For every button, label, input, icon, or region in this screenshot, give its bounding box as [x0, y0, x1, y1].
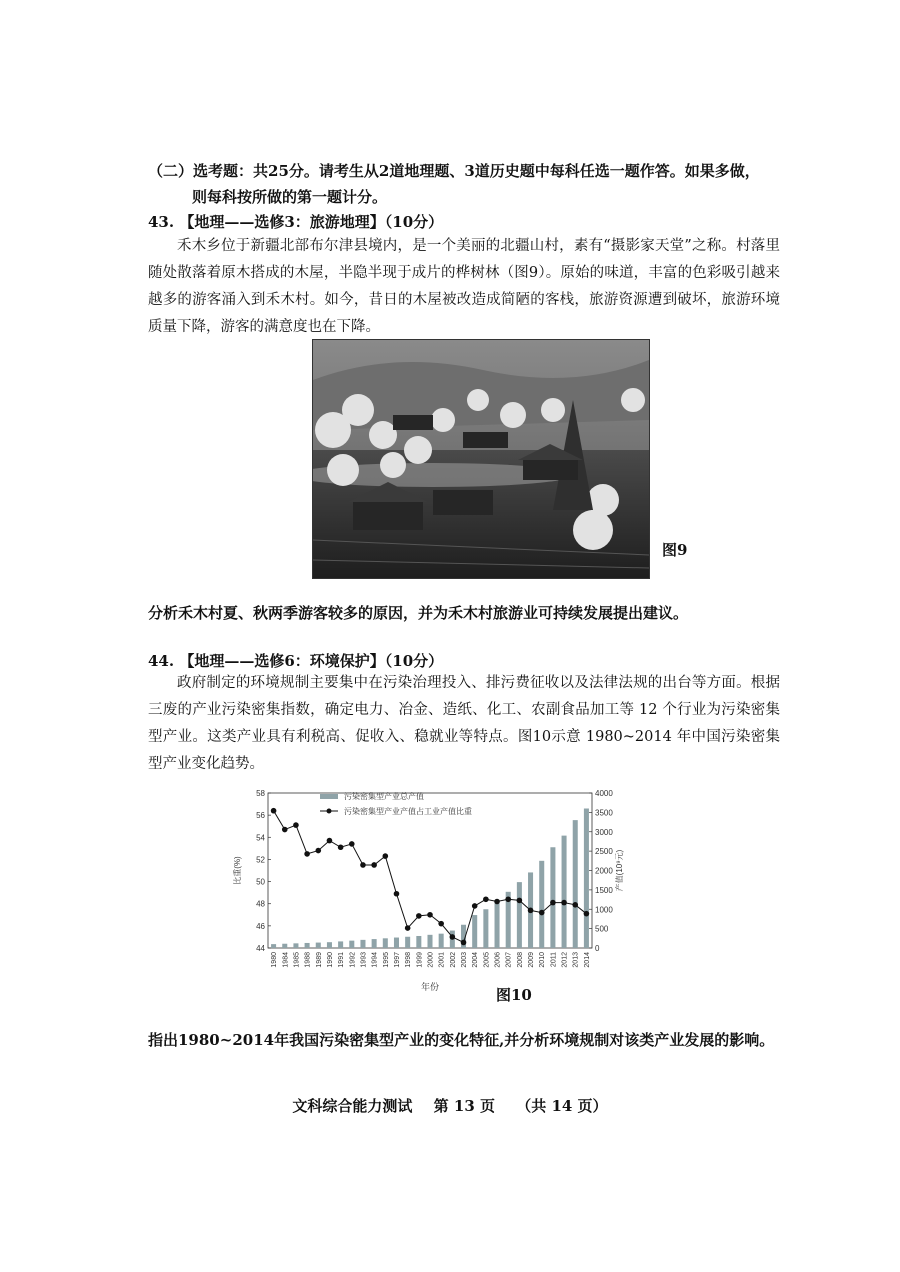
share-point [327, 838, 333, 844]
x-tick-label: 1999 [416, 952, 424, 968]
section-heading-cont: 则每科按所做的第一题计分。 [192, 188, 388, 206]
q43-paragraph: 禾木乡位于新疆北部布尔津县境内，是一个美丽的北疆山村，素有“摄影家天堂”之称。村落里随处散落着原木搭成的木屋，半隐半现于成片的桦树林（图9）。原始的味道，丰富的色彩吸引越来越多的游客涌入到禾木村。如今，昔日的木屋被改造成简陋的客栈，旅游资源遭到破坏，旅游环境质量下降，游客的满意度也在下降。 [148, 238, 780, 335]
output-bar [316, 943, 321, 948]
right-tick-label: 2000 [595, 866, 613, 876]
share-point [450, 934, 456, 940]
output-bar [405, 937, 410, 948]
share-point [282, 827, 288, 833]
footer-page: 第 13 页 [433, 1097, 495, 1115]
x-tick-label: 1994 [371, 952, 379, 968]
share-point [293, 822, 299, 828]
output-bar [338, 941, 343, 948]
share-point [472, 903, 478, 909]
share-point [427, 912, 433, 918]
share-point [539, 910, 545, 916]
right-tick-label: 0 [595, 944, 600, 953]
output-bar [517, 882, 522, 948]
output-bar [349, 941, 354, 948]
q44-title: 44. 【地理——选修6：环境保护】（10分） [148, 652, 444, 670]
left-tick-label: 58 [256, 789, 265, 798]
legend-bar-swatch [320, 794, 338, 799]
q43-question: 分析禾木村夏、秋两季游客较多的原因，并为禾木村旅游业可持续发展提出建议。 [148, 604, 689, 622]
share-point [371, 862, 377, 868]
x-tick-label: 1984 [282, 952, 290, 968]
x-tick-label: 2009 [528, 952, 536, 968]
x-tick-label: 2011 [550, 952, 558, 968]
village-photo [312, 339, 650, 579]
share-point [360, 862, 366, 868]
x-tick-label: 1989 [315, 952, 323, 968]
left-tick-label: 54 [256, 833, 265, 843]
output-bar [282, 944, 287, 948]
x-tick-label: 1988 [304, 952, 312, 968]
share-point [584, 911, 590, 917]
right-tick-label: 1000 [595, 905, 613, 915]
output-bar [539, 861, 544, 948]
output-bar [427, 935, 432, 948]
right-tick-label: 4000 [595, 789, 613, 798]
x-tick-label: 2006 [494, 952, 502, 968]
x-axis-label: 年份 [420, 982, 440, 992]
left-tick-label: 46 [256, 921, 265, 931]
share-point [349, 841, 355, 847]
output-bar [472, 915, 477, 948]
figure-10-chart [230, 785, 630, 1010]
q44-question: 指出1980~2014年我国污染密集型产业的变化特征,并分析环境规制对该类产业发展的影响。 [148, 1031, 775, 1049]
x-tick-label: 2005 [483, 952, 491, 968]
footer-subject: 文科综合能力测试 [292, 1097, 413, 1115]
figure-10-label: 图10 [496, 986, 532, 1004]
x-tick-label: 2012 [561, 952, 569, 968]
x-tick-label: 2008 [516, 952, 524, 968]
share-point [383, 853, 389, 859]
page-footer [0, 1095, 900, 1116]
share-point [271, 808, 277, 814]
output-bar [573, 820, 578, 948]
right-tick-label: 500 [595, 924, 609, 934]
x-tick-label: 1997 [393, 952, 401, 968]
x-tick-label: 2013 [572, 952, 580, 968]
x-tick-label: 1990 [326, 952, 334, 968]
x-tick-label: 2000 [427, 952, 435, 968]
figure-9-label: 图9 [662, 541, 688, 559]
output-bar [495, 902, 500, 949]
output-bar [305, 943, 310, 948]
q43-title: 43. 【地理——选修3：旅游地理】（10分） [148, 213, 444, 231]
output-bar [271, 944, 276, 948]
output-bar [394, 938, 399, 948]
share-point [561, 900, 567, 906]
x-tick-label: 1998 [405, 952, 413, 968]
left-axis-label: 比重(%) [233, 856, 242, 885]
x-tick-label: 1992 [349, 952, 357, 968]
share-point [416, 913, 422, 919]
share-point [517, 898, 523, 904]
share-point [505, 896, 511, 902]
share-point [494, 899, 500, 905]
legend-bar-label: 污染密集型产业总产值 [344, 792, 424, 801]
output-bar [439, 934, 444, 948]
right-tick-label: 1500 [595, 885, 613, 895]
legend-line-label: 污染密集型产业产值占工业产值比重 [344, 807, 472, 816]
share-point [461, 940, 467, 946]
x-tick-label: 1991 [338, 952, 346, 968]
share-point [483, 896, 489, 902]
left-tick-label: 50 [256, 877, 265, 887]
share-point [572, 902, 578, 908]
output-bar [562, 836, 567, 948]
output-bar [372, 939, 377, 948]
right-tick-label: 3500 [595, 808, 613, 818]
footer-total: （共 14 页） [516, 1097, 608, 1115]
legend-line-marker [327, 809, 332, 814]
section-heading: （二）选考题：共25分。请考生从2道地理题、3道历史题中每科任选一题作答。如果多做， [148, 162, 760, 180]
output-bar [383, 938, 388, 948]
x-tick-label: 2002 [449, 952, 457, 968]
x-tick-label: 2010 [539, 952, 547, 968]
left-tick-label: 52 [256, 855, 265, 865]
share-point [394, 891, 400, 897]
output-bar [483, 909, 488, 948]
output-bar [360, 940, 365, 948]
output-bar [293, 943, 298, 948]
share-point [528, 908, 534, 914]
x-tick-label: 2001 [438, 952, 446, 968]
share-point [438, 921, 444, 927]
left-tick-label: 44 [256, 944, 265, 953]
x-tick-label: 1985 [293, 952, 301, 968]
output-bar [584, 809, 589, 949]
x-tick-label: 2014 [583, 952, 591, 968]
q44-paragraph: 政府制定的环境规制主要集中在污染治理投入、排污费征收以及法律法规的出台等方面。根据三废的产业污染密集指数，确定电力、冶金、造纸、化工、农副食品加工等 12 个行业为污染密集型产业。这类产业具有利税高、促收入、稳就业等特点。图10示意 1980~2014 年中国污染密集型产业变化趋势。 [148, 675, 780, 772]
right-tick-label: 3000 [595, 827, 613, 837]
x-tick-label: 1980 [271, 952, 279, 968]
output-bar [327, 942, 332, 948]
x-tick-label: 2003 [461, 952, 469, 968]
share-point [550, 900, 556, 906]
x-tick-label: 2004 [472, 952, 480, 968]
output-bar [416, 936, 421, 948]
x-tick-label: 2007 [505, 952, 513, 968]
x-tick-label: 1993 [360, 952, 368, 968]
x-tick-label: 1995 [382, 952, 390, 968]
right-tick-label: 2500 [595, 847, 613, 857]
right-axis-label: 产值(10⁹元) [615, 849, 624, 892]
output-bar [550, 847, 555, 948]
left-tick-label: 56 [256, 811, 265, 821]
share-point [315, 848, 321, 854]
share-point [405, 925, 411, 931]
left-tick-label: 48 [256, 899, 265, 909]
share-point [338, 844, 344, 850]
share-point [304, 851, 310, 857]
